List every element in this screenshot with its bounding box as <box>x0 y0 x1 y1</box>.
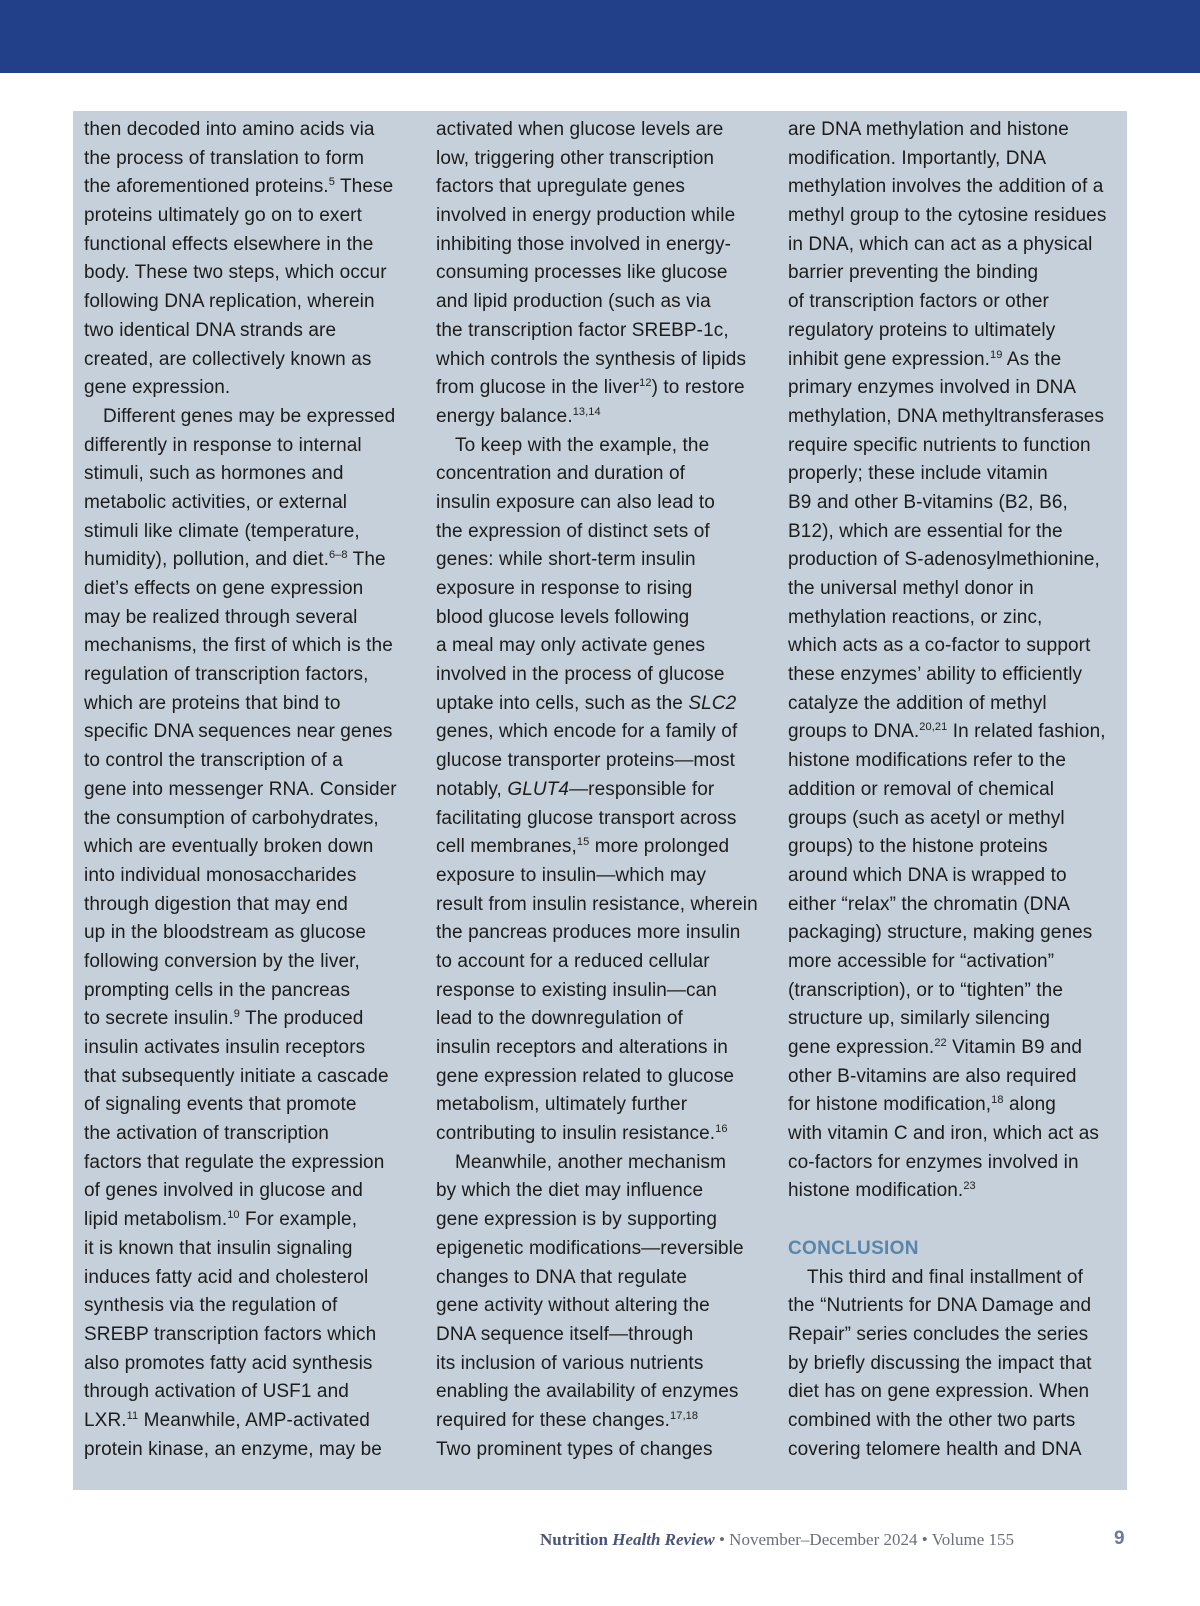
text-line: around which DNA is wrapped to <box>788 864 1067 886</box>
text-line: inhibiting those involved in energy- <box>436 233 732 255</box>
text-line: which are eventually broken down <box>84 836 374 858</box>
text-line: the “Nutrients for DNA Damage and <box>788 1295 1092 1317</box>
text-line: the transcription factor SREBP-1c, <box>436 319 729 341</box>
text-line: insulin exposure can also lead to <box>436 491 715 513</box>
text-line: packaging) structure, making genes <box>788 922 1093 944</box>
text-line: stimuli, such as hormones and <box>84 463 344 485</box>
text-line: of signaling events that promote <box>84 1094 357 1116</box>
text-line: gene expression. <box>84 377 231 399</box>
text-line: insulin activates insulin receptors <box>84 1037 366 1058</box>
text-line: in DNA, which can act as a physical <box>788 233 1093 255</box>
citation-superscript: 17,18 <box>670 1409 699 1422</box>
text-line: protein kinase, an enzyme, may be <box>84 1438 382 1460</box>
text-line: co-factors for enzymes involved in <box>788 1151 1079 1173</box>
text-line: for histone modification,$^{18}$ along <box>788 1094 1056 1116</box>
text-line: into individual monosaccharides <box>84 864 357 886</box>
text-line: structure up, similarly silencing <box>788 1008 1050 1030</box>
text-line: groups to DNA.$^{20,21}$ In related fashion, <box>788 721 1106 743</box>
text-line: the expression of distinct sets of <box>436 520 710 542</box>
text-line: which controls the synthesis of lipids <box>436 348 747 370</box>
text-line: factors that regulate the expression <box>84 1151 385 1173</box>
text-line: differently in response to internal <box>84 434 362 456</box>
text-line: To keep with the example, the <box>455 434 710 456</box>
text-line: facilitating glucose transport across <box>436 807 737 829</box>
text-line: two identical DNA strands are <box>84 319 337 341</box>
citation-superscript: 11 <box>126 1409 139 1422</box>
text-line: covering telomere health and DNA <box>788 1438 1082 1460</box>
text-line: these enzymes’ ability to efficiently <box>788 664 1083 686</box>
text-line: with vitamin C and iron, which act as <box>788 1123 1099 1145</box>
text-line: histone modifications refer to the <box>788 750 1066 772</box>
text-line: following conversion by the liver, <box>84 950 360 972</box>
text-line: properly; these include vitamin <box>788 463 1048 485</box>
text-line: that subsequently initiate a cascade <box>84 1065 389 1087</box>
text-line: regulatory proteins to ultimately <box>788 319 1056 341</box>
text-line: contributing to insulin resistance.$^{16}$ <box>436 1123 728 1145</box>
text-line: mechanisms, the first of which is the <box>84 635 393 657</box>
text-line: proteins ultimately go on to exert <box>84 205 362 227</box>
text-line: groups (such as acetyl or methyl <box>788 807 1065 829</box>
text-line: production of S-adenosylmethionine, <box>788 549 1100 571</box>
text-line: Repair” series concludes the series <box>788 1323 1089 1345</box>
italic-term: SLC2 <box>688 692 737 714</box>
text-line: energy balance.$^{13,14}$ <box>436 405 601 427</box>
text-line: functional effects elsewhere in the <box>84 233 374 255</box>
text-line: (transcription), or to “tighten” the <box>788 979 1063 1001</box>
text-line: to account for a reduced cellular <box>436 950 710 972</box>
text-line: addition or removal of chemical <box>788 778 1055 800</box>
text-line: This third and final installment of <box>807 1266 1083 1288</box>
text-line: humidity), pollution, and diet.$^{6-8}$ The <box>84 549 386 571</box>
text-line: require specific nutrients to function <box>788 434 1091 456</box>
text-line: gene expression.$^{22}$ Vitamin B9 and <box>788 1037 1083 1058</box>
text-line: stimuli like climate (temperature, <box>84 520 360 542</box>
text-line: of genes involved in glucose and <box>84 1180 363 1202</box>
text-line: DNA sequence itself—through <box>436 1323 694 1345</box>
text-line: regulation of transcription factors, <box>84 664 369 686</box>
text-line: which are proteins that bind to <box>84 692 341 714</box>
text-line: lipid metabolism.$^{10}$ For example, <box>84 1209 358 1231</box>
header-band <box>0 0 1200 73</box>
text-line: genes, which encode for a family of <box>436 721 738 743</box>
text-line: diet has on gene expression. When <box>788 1381 1090 1403</box>
text-line: are DNA methylation and histone <box>788 119 1069 140</box>
text-line: concentration and duration of <box>436 463 686 485</box>
page-number: 9 <box>1114 1528 1125 1549</box>
citation-superscript: 9 <box>233 1008 240 1021</box>
text-line: cell membranes,$^{15}$ more prolonged <box>436 836 730 858</box>
text-line: methylation, DNA methyltransferases <box>788 405 1105 427</box>
text-line: gene into messenger RNA. Consider <box>84 778 397 800</box>
section-gap <box>788 1206 1118 1235</box>
text-line: combined with the other two parts <box>788 1409 1076 1431</box>
text-line: methylation reactions, or zinc, <box>788 606 1043 628</box>
text-line: from glucose in the liver$^{12}$) to restore <box>436 377 745 399</box>
text-line: SREBP transcription factors which <box>84 1323 377 1345</box>
citation-superscript: 10 <box>227 1209 240 1222</box>
text-line: induces fatty acid and cholesterol <box>84 1266 369 1288</box>
text-line: primary enzymes involved in DNA <box>788 377 1077 399</box>
text-line: glucose transporter proteins—most <box>436 750 735 772</box>
citation-superscript: 13,14 <box>572 405 601 418</box>
article-column-3 <box>788 116 1118 1464</box>
text-line: then decoded into amino acids via <box>84 119 375 140</box>
citation-superscript: 18 <box>991 1094 1004 1107</box>
text-line: response to existing insulin—can <box>436 979 717 1001</box>
text-line: result from insulin resistance, wherein <box>436 893 758 915</box>
text-line: LXR.$^{11}$ Meanwhile, AMP-activated <box>84 1409 370 1431</box>
text-line: low, triggering other transcription <box>436 147 715 169</box>
text-line: the aforementioned proteins.$^5$ These <box>84 176 394 198</box>
text-line: its inclusion of various nutrients <box>436 1352 704 1374</box>
text-line: factors that upregulate genes <box>436 176 686 198</box>
text-line: it is known that insulin signaling <box>84 1237 353 1259</box>
text-line: up in the bloodstream as glucose <box>84 922 367 944</box>
article-column-1 <box>84 116 414 1464</box>
text-line: other B-vitamins are also required <box>788 1065 1077 1087</box>
text-line: to control the transcription of a <box>84 750 343 772</box>
article-column-2 <box>436 116 766 1464</box>
text-line: through activation of USF1 and <box>84 1381 349 1403</box>
text-line: also promotes fatty acid synthesis <box>84 1352 373 1374</box>
text-line: created, are collectively known as <box>84 348 372 370</box>
footer-separator: • <box>714 1530 730 1549</box>
text-line: enabling the availability of enzymes <box>436 1381 739 1403</box>
text-line: groups) to the histone proteins <box>788 836 1048 858</box>
text-line: blood glucose levels following <box>436 606 690 628</box>
magazine-name: Nutrition Health Review <box>540 1530 715 1549</box>
text-line: of transcription factors or other <box>788 291 1049 313</box>
citation-superscript: 16 <box>715 1123 728 1136</box>
text-line: catalyze the addition of methyl <box>788 692 1047 714</box>
citation-superscript: 15 <box>576 836 590 849</box>
text-line: required for these changes.$^{17,18}$ <box>436 1409 699 1431</box>
text-line: metabolism, ultimately further <box>436 1094 688 1116</box>
text-line: following DNA replication, wherein <box>84 291 375 313</box>
text-line: lead to the downregulation of <box>436 1008 683 1030</box>
text-line: gene activity without altering the <box>436 1295 710 1317</box>
text-line: histone modification.$^{23}$ <box>788 1180 976 1202</box>
citation-superscript: 5 <box>328 176 335 189</box>
text-line: methylation involves the addition of a <box>788 176 1104 198</box>
text-line: to secrete insulin.$^9$ The produced <box>84 1008 364 1030</box>
text-line: Meanwhile, another mechanism <box>455 1151 727 1173</box>
citation-superscript: 19 <box>990 348 1003 361</box>
text-line: prompting cells in the pancreas <box>84 979 351 1001</box>
text-line: B12), which are essential for the <box>788 520 1063 542</box>
text-line: by which the diet may influence <box>436 1180 704 1202</box>
text-line: changes to DNA that regulate <box>436 1266 688 1288</box>
footer-citation <box>540 1530 1060 1550</box>
text-line: through digestion that may end <box>84 893 348 915</box>
text-line: and lipid production (such as via <box>436 291 711 313</box>
text-line: more accessible for “activation” <box>788 950 1055 972</box>
text-line: inhibit gene expression.$^{19}$ As the <box>788 348 1062 370</box>
text-line: activated when glucose levels are <box>436 119 724 140</box>
text-line: insulin receptors and alterations in <box>436 1037 728 1058</box>
text-line: barrier preventing the binding <box>788 262 1039 284</box>
text-line: either “relax” the chromatin (DNA <box>788 893 1071 915</box>
text-line: gene expression is by supporting <box>436 1209 717 1231</box>
text-line: the activation of transcription <box>84 1123 329 1145</box>
text-line: epigenetic modifications—reversible <box>436 1237 744 1259</box>
text-line: the process of translation to form <box>84 147 365 169</box>
text-line: diet’s effects on gene expression <box>84 578 364 599</box>
italic-term: GLUT4 <box>507 778 570 800</box>
text-line: involved in energy production while <box>436 205 736 227</box>
text-line: consuming processes like glucose <box>436 262 728 284</box>
issue-date: November–December 2024 <box>729 1530 918 1549</box>
citation-superscript: 23 <box>963 1180 976 1193</box>
text-line: B9 and other B-vitamins (B2, B6, <box>788 491 1068 513</box>
text-line: synthesis via the regulation of <box>84 1295 338 1317</box>
text-line: by briefly discussing the impact that <box>788 1352 1092 1374</box>
text-line: gene expression related to glucose <box>436 1065 735 1087</box>
text-line: exposure to insulin—which may <box>436 864 707 886</box>
section-heading: CONCLUSION <box>788 1237 919 1259</box>
text-line: which acts as a co-factor to support <box>788 635 1091 657</box>
text-line: metabolic activities, or external <box>84 491 348 513</box>
text-line: a meal may only activate genes <box>436 635 706 657</box>
citation-superscript: 12 <box>639 377 652 390</box>
text-line: notably, GLUT4—responsible for <box>436 778 715 800</box>
text-line: involved in the process of glucose <box>436 664 725 686</box>
text-line: the consumption of carbohydrates, <box>84 807 379 829</box>
text-line: exposure in response to rising <box>436 578 693 599</box>
text-line: Two prominent types of changes <box>436 1438 713 1460</box>
text-line: the universal methyl donor in <box>788 578 1034 599</box>
volume-number: Volume 155 <box>931 1530 1015 1549</box>
text-line: Different genes may be expressed <box>103 405 396 427</box>
text-line: may be realized through several <box>84 606 358 628</box>
text-line: specific DNA sequences near genes <box>84 721 393 743</box>
text-line: uptake into cells, such as the SLC2 <box>436 692 737 714</box>
citation-superscript: 6–8 <box>328 549 348 562</box>
citation-superscript: 20,21 <box>919 721 948 734</box>
text-line: genes: while short-term insulin <box>436 549 696 571</box>
citation-superscript: 22 <box>934 1037 947 1049</box>
text-line: the pancreas produces more insulin <box>436 922 741 944</box>
text-line: body. These two steps, which occur <box>84 262 387 284</box>
text-line: methyl group to the cytosine residues <box>788 205 1107 227</box>
footer-separator-2: • <box>917 1530 932 1549</box>
text-line: modification. Importantly, DNA <box>788 147 1047 169</box>
